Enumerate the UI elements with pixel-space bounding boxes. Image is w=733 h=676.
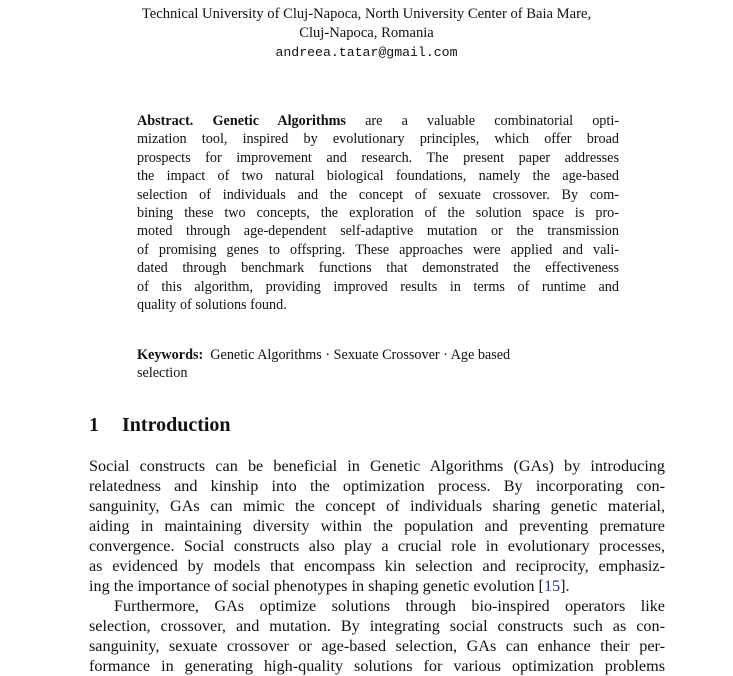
- body-line: relatedness and kinship into the optimization process. By incorporating con-: [89, 477, 665, 495]
- section-title: Introduction: [122, 414, 231, 436]
- abstract-lead-term: Genetic Algorithms: [212, 113, 346, 129]
- affiliation-line-1: Technical University of Cluj-Napoca, North University Center of Baia Mare,: [141, 6, 592, 22]
- abstract-line: moted through age-dependent self-adaptive mutation or the transmission: [137, 223, 619, 240]
- keywords-label: Keywords:: [137, 347, 204, 363]
- keywords-line-2: selection: [137, 365, 188, 382]
- affiliation-block: [0, 5, 733, 62]
- body-line: sanguinity, sexuate crossover or age-based selection, GAs can enhance their per-: [89, 637, 665, 655]
- body-line: [89, 576, 665, 596]
- body-line: aiding in maintaining diversity within the population and preventing premature: [89, 517, 665, 535]
- body-line-text: ing the importance of social phenotypes in shaping genetic evolution [: [89, 577, 544, 595]
- abstract-line: [137, 112, 619, 130]
- body-line: selection, crossover, and mutation. By integrating social constructs such as con-: [89, 617, 665, 635]
- body-line: formance in generating high-quality solutions for various optimization problems: [89, 657, 665, 675]
- body-line: convergence. Social constructs also play a crucial role in evolutionary processes,: [89, 537, 665, 555]
- abstract-line: mization tool, inspired by evolutionary principles, which offer broad: [137, 131, 619, 148]
- affiliation-line-2: Cluj-Napoca, Romania: [299, 25, 434, 41]
- abstract: [137, 112, 619, 314]
- section-heading: [89, 412, 231, 438]
- citation-link[interactable]: 15: [543, 577, 561, 595]
- keywords: [137, 346, 619, 383]
- abstract-line: prospects for improvement and research. The present paper addresses: [137, 149, 619, 166]
- abstract-line-text: are a valuable combinatorial opti-: [345, 113, 620, 129]
- body-line: as evidenced by models that encompass kin selection and reciprocity, emphasiz-: [89, 557, 665, 575]
- author-email[interactable]: andreea.tatar@gmail.com: [275, 45, 458, 60]
- abstract-line: selection of individuals and the concept of sexuate crossover. By com-: [137, 186, 619, 203]
- abstract-line: dated through benchmark functions that demonstrated the effectiveness: [137, 260, 619, 277]
- body-line-text: ].: [560, 577, 570, 595]
- abstract-line: of promising genes to offspring. These approaches were applied and vali-: [137, 241, 619, 258]
- keywords-list: Genetic Algorithms · Sexuate Crossover · Age based: [210, 347, 511, 363]
- abstract-line: of this algorithm, providing improved results in terms of runtime and: [137, 278, 619, 295]
- section-number: 1: [89, 414, 99, 436]
- body-line: Social constructs can be beneficial in Genetic Algorithms (GAs) by introducing: [89, 457, 665, 475]
- abstract-line: quality of solutions found.: [137, 297, 287, 314]
- body-text: [89, 456, 665, 676]
- body-line: sanguinity, GAs can mimic the concept of individuals sharing genetic material,: [89, 497, 665, 515]
- keywords-line-1: [137, 346, 619, 364]
- abstract-line: bining these two concepts, the exploration of the solution space is pro-: [137, 205, 619, 222]
- abstract-line: the impact of two natural biological foundations, namely the age-based: [137, 168, 619, 185]
- body-line: Furthermore, GAs optimize solutions through bio-inspired operators like: [114, 597, 665, 615]
- abstract-label: Abstract.: [137, 113, 194, 129]
